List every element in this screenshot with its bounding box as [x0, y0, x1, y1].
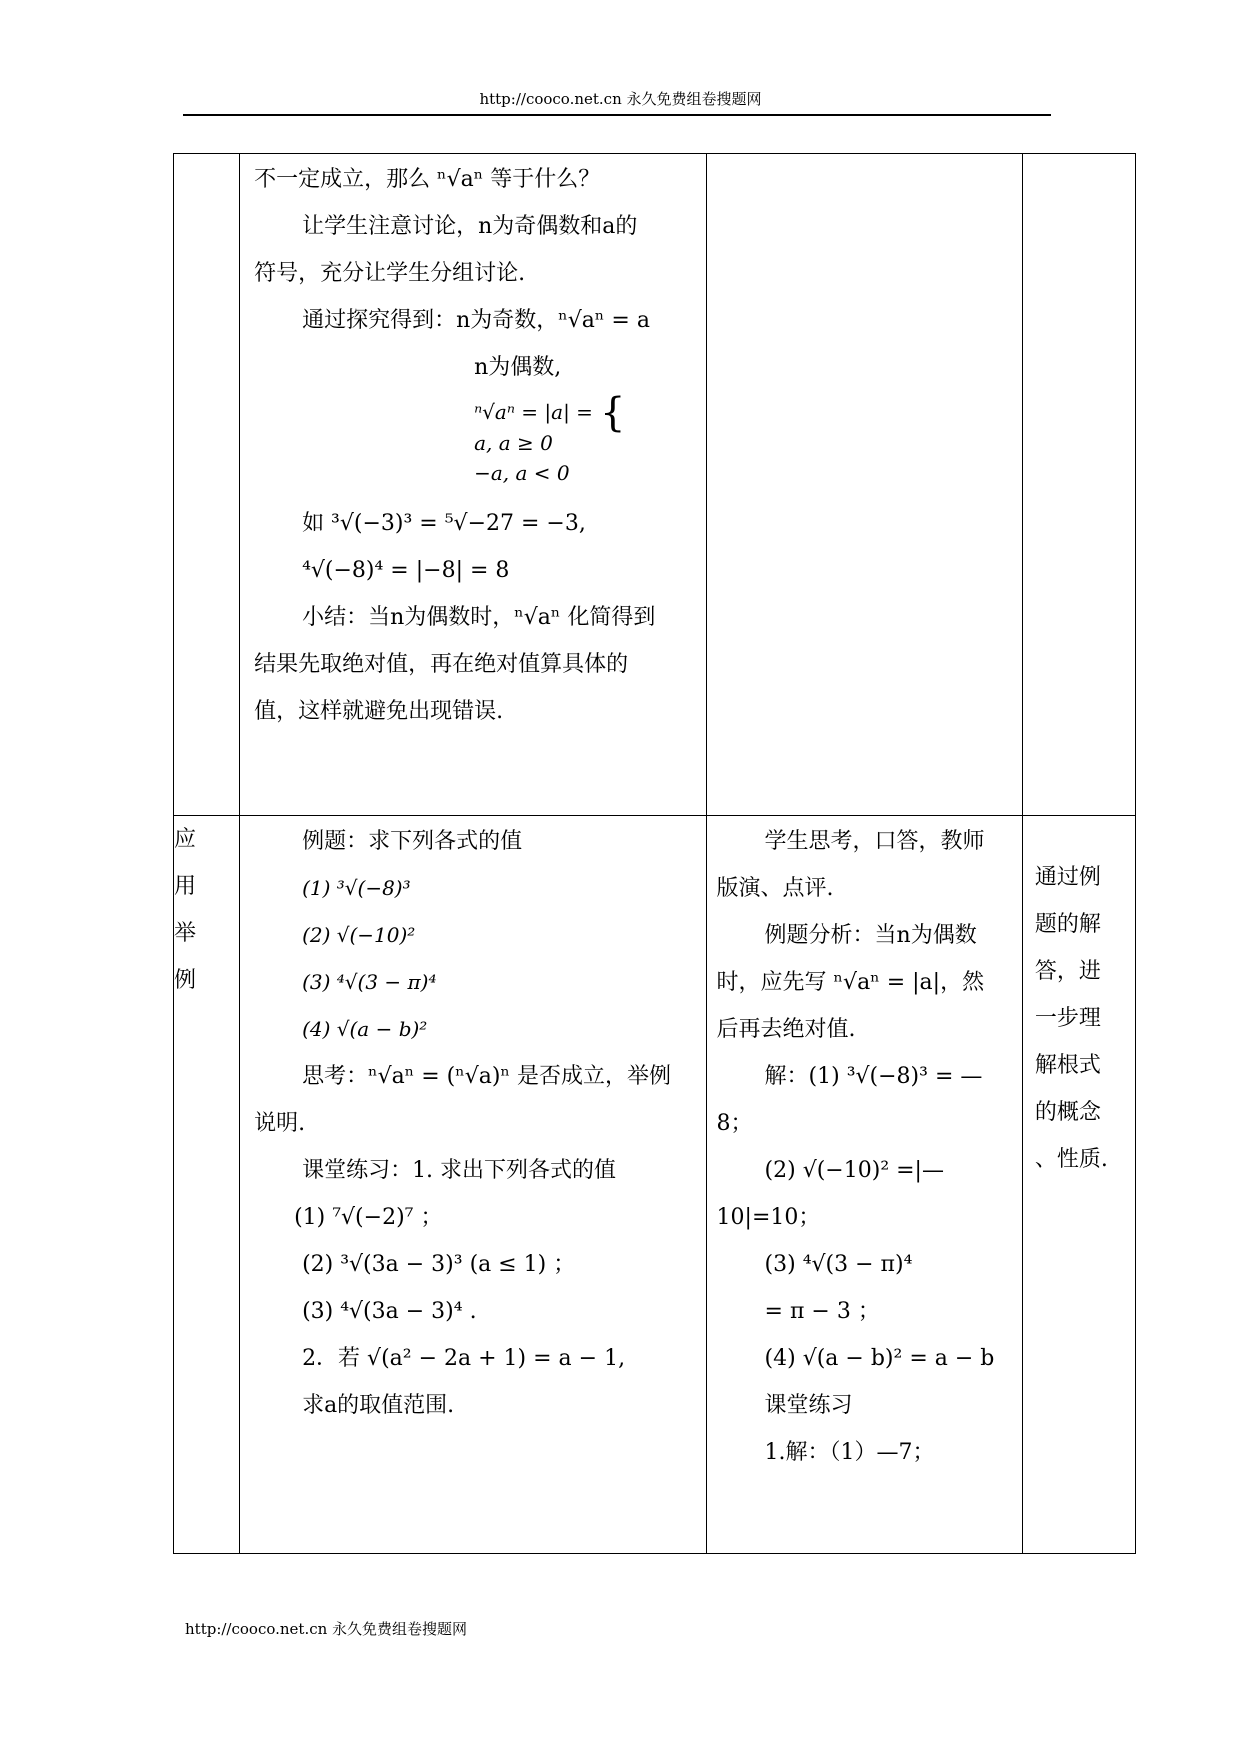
text-line: 让学生注意讨论，n为奇偶数和a的: [302, 214, 638, 239]
text-line: 1.解：（1）—7；: [764, 1440, 935, 1465]
table-row: [174, 816, 1136, 1554]
text-line: 、性质.: [1034, 1147, 1108, 1172]
text-line: (2) √(−10)² =|—: [764, 1158, 944, 1183]
text-line: 8；: [716, 1111, 753, 1136]
section-char: 举: [174, 921, 197, 946]
text-line: 小结：当n为偶数时，ⁿ√aⁿ 化简得到: [302, 605, 656, 630]
text-line: 求a的取值范围.: [302, 1393, 455, 1418]
text-line: ⁴√(−8)⁴ = |−8| = 8: [302, 558, 510, 583]
formula-abs: [254, 390, 695, 488]
row2-col2: [240, 816, 706, 1554]
row2-col3: [706, 816, 1022, 1554]
cases-block: [474, 428, 570, 488]
text-line: (2) ³√(3a − 3)³ (a ≤ 1) ；: [302, 1252, 576, 1277]
text-line: (1) ⁷√(−2)⁷ ；: [294, 1205, 443, 1230]
case-line: a, a ≥ 0: [474, 431, 553, 455]
section-char: 例: [174, 968, 197, 993]
text-line: 的概念: [1034, 1100, 1101, 1125]
text-line: 学生思考，口答，教师: [764, 829, 985, 854]
text-line: 不一定成立，那么 ⁿ√aⁿ 等于什么？: [254, 167, 601, 192]
row2-col4: [1022, 816, 1135, 1554]
page-footer: http://cooco.net.cn 永久免费组卷搜题网: [185, 1620, 468, 1638]
text-line: 解：(1) ³√(−8)³ = —: [764, 1064, 983, 1089]
text-line: 说明.: [254, 1111, 306, 1136]
header-divider: [183, 114, 1051, 116]
text-line: = π − 3 ；: [764, 1299, 880, 1324]
text-line: 通过探究得到：n为奇数，ⁿ√aⁿ = a: [302, 308, 650, 333]
text-line: (3) ⁴√(3 − π)⁴: [302, 970, 437, 994]
row1-col2: [240, 154, 706, 816]
lesson-table: [173, 153, 1136, 1554]
brace-glyph: {: [599, 390, 626, 436]
text-line: 例题：求下列各式的值: [302, 829, 523, 854]
text-line: (2) √(−10)²: [302, 923, 416, 947]
text-line: 解根式: [1034, 1053, 1101, 1078]
text-line: 结果先取绝对值，再在绝对值算具体的: [254, 652, 629, 677]
row1-col1: [174, 154, 240, 816]
text-line: 题的解: [1034, 912, 1101, 937]
page-header: http://cooco.net.cn 永久免费组卷搜题网: [479, 90, 762, 108]
text-line: 思考：ⁿ√aⁿ = (ⁿ√a)ⁿ 是否成立，举例: [302, 1064, 671, 1089]
text-line: 答，进: [1034, 959, 1101, 984]
text-line: (3) ⁴√(3 − π)⁴: [764, 1252, 913, 1277]
row1-col3: [706, 154, 1022, 816]
case-line: −a, a < 0: [474, 461, 570, 485]
text-line: 通过例: [1034, 865, 1101, 890]
text-line: 后再去绝对值.: [716, 1017, 856, 1042]
text-line: 2．若 √(a² − 2a + 1) = a − 1,: [302, 1346, 626, 1371]
formula-lhs: ⁿ√aⁿ = |a| =: [474, 400, 593, 424]
text-line: 如 ³√(−3)³ = ⁵√−27 = −3,: [302, 511, 586, 536]
row2-col1: [174, 816, 240, 1554]
text-line: 值，这样就避免出现错误.: [254, 699, 504, 724]
text-line: 一步理: [1034, 1006, 1101, 1031]
text-line: 10|=10；: [716, 1205, 821, 1230]
section-char: 应: [174, 827, 197, 852]
text-line: (4) √(a − b)²: [302, 1017, 428, 1041]
section-char: 用: [174, 874, 197, 899]
text-line: 符号，充分让学生分组讨论.: [254, 261, 526, 286]
text-line: 时，应先写 ⁿ√aⁿ = |a|，然: [716, 970, 985, 995]
text-line: 版演、点评.: [716, 876, 834, 901]
text-line: 例题分析：当n为偶数: [764, 923, 977, 948]
table-row: [174, 154, 1136, 816]
text-line: n为偶数,: [474, 355, 562, 380]
text-line: 课堂练习：1. 求出下列各式的值: [302, 1158, 617, 1183]
text-line: (4) √(a − b)² = a − b: [764, 1346, 995, 1371]
text-line: (1) ³√(−8)³: [302, 876, 411, 900]
row1-col4: [1022, 154, 1135, 816]
text-line: (3) ⁴√(3a − 3)⁴ .: [302, 1299, 477, 1324]
text-line: 课堂练习: [764, 1393, 853, 1418]
